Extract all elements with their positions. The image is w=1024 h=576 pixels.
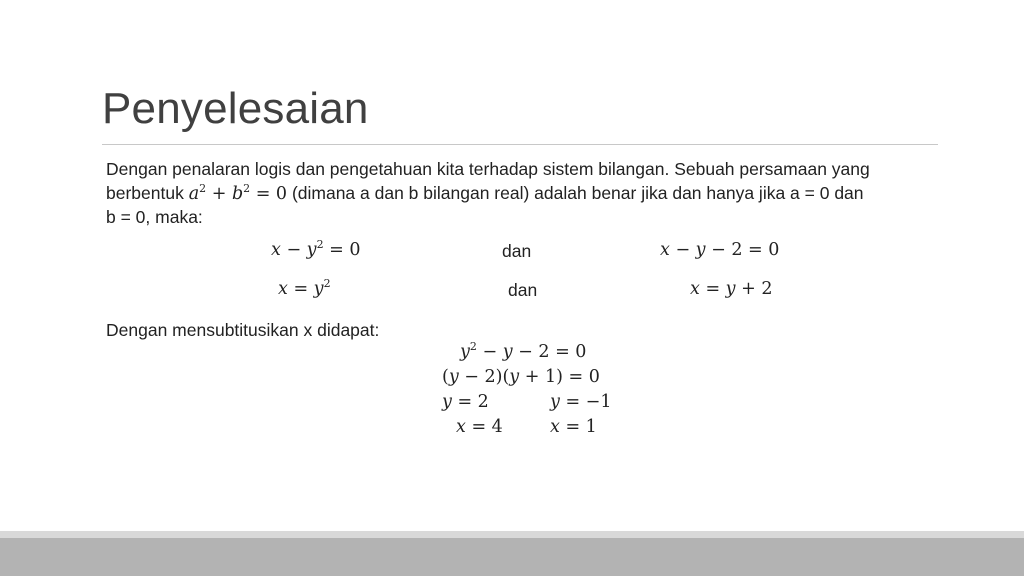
- equation-row1-right: x − y − 2 = 0: [660, 240, 780, 260]
- slide-title: Penyelesaian: [102, 84, 369, 133]
- solution-line-3-right: y = −1: [550, 392, 612, 412]
- solution-line-4-left: x = 4: [456, 417, 503, 437]
- solution-line-3-left: y = 2: [442, 392, 489, 412]
- title-divider: [102, 144, 938, 145]
- paragraph-line-2: [106, 181, 864, 206]
- paragraph-2: Dengan mensubtitusikan x didapat:: [106, 320, 380, 340]
- equation-row2-left: $x = y^2$: [278, 277, 331, 299]
- paragraph-line-2-prefix: berbentuk: [106, 183, 189, 203]
- paragraph-line-1: Dengan penalaran logis dan pengetahuan kita terhadap sistem bilangan. Sebuah persamaan yang: [106, 159, 870, 179]
- paragraph-line-2-suffix: (dimana a dan b bilangan real) adalah benar jika dan hanya jika a = 0 dan: [287, 183, 864, 203]
- equation-row1-left: $x - y^2 = 0$: [271, 238, 361, 260]
- paragraph-line-3: b = 0, maka:: [106, 207, 203, 227]
- inline-equation: $a^2 + b^2 = 0$: [188, 182, 288, 204]
- equation-row2-right: x = y + 2: [690, 279, 773, 299]
- footer-band-light: [0, 531, 1024, 538]
- footer-band: [0, 538, 1024, 576]
- solution-line-1: $y^2 - y - 2 = 0$: [460, 340, 587, 362]
- equation-row2-connector: dan: [508, 280, 538, 300]
- solution-line-4-right: x = 1: [550, 417, 597, 437]
- solution-line-2: (y − 2)(y + 1) = 0: [442, 367, 600, 387]
- equation-row1-connector: dan: [502, 241, 532, 261]
